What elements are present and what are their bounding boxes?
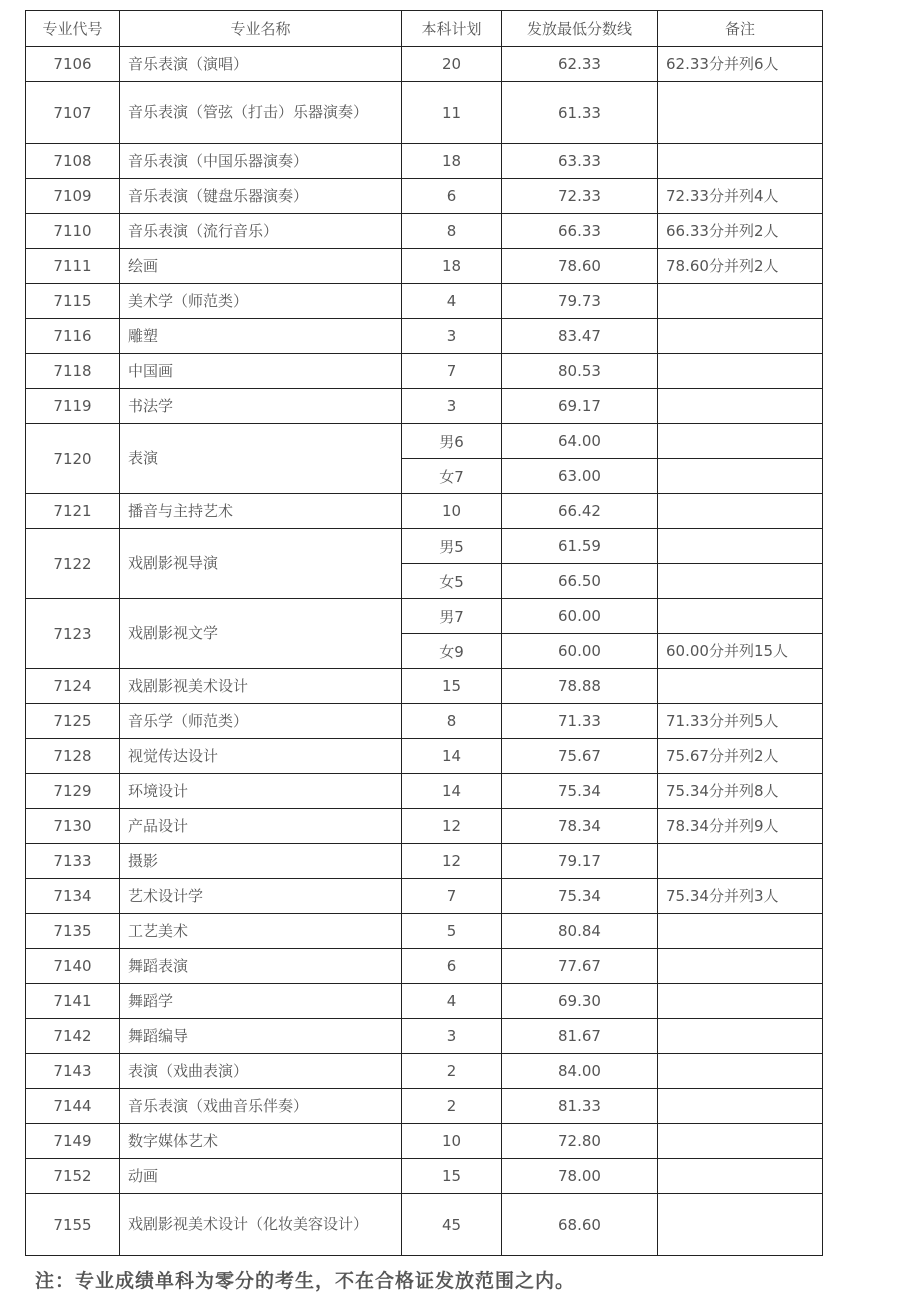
plan-cell: 7 (402, 879, 502, 914)
plan-cell: 2 (402, 1054, 502, 1089)
table-row (26, 144, 823, 179)
min-score-cell: 75.34 (502, 879, 658, 914)
remark-cell (658, 82, 823, 144)
major-name-cell: 音乐表演（键盘乐器演奏） (120, 179, 402, 214)
major-name-cell: 戏剧影视导演 (120, 529, 402, 599)
remark-cell (658, 1159, 823, 1194)
min-score-cell: 63.33 (502, 144, 658, 179)
admission-score-table (25, 10, 823, 1256)
major-name-cell: 音乐表演（流行音乐） (120, 214, 402, 249)
table-row (26, 774, 823, 809)
plan-cell: 3 (402, 319, 502, 354)
plan-cell: 男5 (402, 529, 502, 564)
table-row (26, 599, 823, 634)
major-name-cell: 数字媒体艺术 (120, 1124, 402, 1159)
major-code-cell: 7116 (26, 319, 120, 354)
plan-cell: 15 (402, 669, 502, 704)
remark-cell (658, 1194, 823, 1256)
min-score-cell: 69.17 (502, 389, 658, 424)
min-score-cell: 81.33 (502, 1089, 658, 1124)
min-score-cell: 75.34 (502, 774, 658, 809)
plan-cell: 2 (402, 1089, 502, 1124)
plan-cell: 10 (402, 494, 502, 529)
major-code-cell: 7107 (26, 82, 120, 144)
min-score-cell: 84.00 (502, 1054, 658, 1089)
table-row (26, 739, 823, 774)
major-name-cell: 产品设计 (120, 809, 402, 844)
major-code-cell: 7141 (26, 984, 120, 1019)
min-score-cell: 68.60 (502, 1194, 658, 1256)
major-code-cell: 7129 (26, 774, 120, 809)
table-header-row (26, 11, 823, 47)
plan-cell: 18 (402, 249, 502, 284)
remark-cell: 66.33分并列2人 (658, 214, 823, 249)
remark-cell (658, 1089, 823, 1124)
remark-cell (658, 389, 823, 424)
table-row (26, 249, 823, 284)
remark-cell: 78.60分并列2人 (658, 249, 823, 284)
major-name-cell: 中国画 (120, 354, 402, 389)
table-row (26, 669, 823, 704)
major-code-cell: 7140 (26, 949, 120, 984)
major-code-cell: 7155 (26, 1194, 120, 1256)
major-code-cell: 7120 (26, 424, 120, 494)
min-score-cell: 62.33 (502, 47, 658, 82)
major-code-cell: 7135 (26, 914, 120, 949)
table-row (26, 214, 823, 249)
remark-cell: 72.33分并列4人 (658, 179, 823, 214)
plan-cell: 女5 (402, 564, 502, 599)
table-row (26, 179, 823, 214)
major-code-cell: 7142 (26, 1019, 120, 1054)
min-score-cell: 77.67 (502, 949, 658, 984)
min-score-cell: 79.17 (502, 844, 658, 879)
remark-cell: 75.34分并列3人 (658, 879, 823, 914)
major-code-cell: 7115 (26, 284, 120, 319)
header-plan: 本科计划 (402, 11, 502, 47)
min-score-cell: 63.00 (502, 459, 658, 494)
table-row (26, 494, 823, 529)
table-row (26, 1019, 823, 1054)
plan-cell: 11 (402, 82, 502, 144)
major-name-cell: 环境设计 (120, 774, 402, 809)
major-name-cell: 音乐表演（管弦（打击）乐器演奏） (120, 82, 402, 144)
major-code-cell: 7133 (26, 844, 120, 879)
major-code-cell: 7125 (26, 704, 120, 739)
remark-cell (658, 1019, 823, 1054)
major-name-cell: 美术学（师范类） (120, 284, 402, 319)
plan-cell: 45 (402, 1194, 502, 1256)
plan-cell: 7 (402, 354, 502, 389)
plan-cell: 男6 (402, 424, 502, 459)
min-score-cell: 81.67 (502, 1019, 658, 1054)
min-score-cell: 75.67 (502, 739, 658, 774)
min-score-cell: 78.88 (502, 669, 658, 704)
remark-cell (658, 319, 823, 354)
header-remark: 备注 (658, 11, 823, 47)
table-body (26, 47, 823, 1256)
major-code-cell: 7149 (26, 1124, 120, 1159)
min-score-cell: 69.30 (502, 984, 658, 1019)
plan-cell: 4 (402, 284, 502, 319)
table-row (26, 809, 823, 844)
major-code-cell: 7152 (26, 1159, 120, 1194)
table-row (26, 354, 823, 389)
major-code-cell: 7143 (26, 1054, 120, 1089)
major-name-cell: 舞蹈编导 (120, 1019, 402, 1054)
table-row (26, 1089, 823, 1124)
remark-cell (658, 354, 823, 389)
min-score-cell: 61.33 (502, 82, 658, 144)
remark-cell (658, 914, 823, 949)
plan-cell: 3 (402, 1019, 502, 1054)
remark-cell: 71.33分并列5人 (658, 704, 823, 739)
min-score-cell: 78.00 (502, 1159, 658, 1194)
major-code-cell: 7128 (26, 739, 120, 774)
major-name-cell: 戏剧影视美术设计 (120, 669, 402, 704)
remark-cell: 62.33分并列6人 (658, 47, 823, 82)
table-row (26, 914, 823, 949)
major-code-cell: 7121 (26, 494, 120, 529)
table-row (26, 984, 823, 1019)
plan-cell: 女7 (402, 459, 502, 494)
table-row (26, 529, 823, 564)
table-row (26, 1054, 823, 1089)
major-name-cell: 雕塑 (120, 319, 402, 354)
table-row (26, 844, 823, 879)
table-row (26, 319, 823, 354)
plan-cell: 14 (402, 774, 502, 809)
remark-cell (658, 949, 823, 984)
table-row (26, 1159, 823, 1194)
table-row (26, 1194, 823, 1256)
plan-cell: 6 (402, 949, 502, 984)
plan-cell: 20 (402, 47, 502, 82)
major-name-cell: 书法学 (120, 389, 402, 424)
table-row (26, 1124, 823, 1159)
remark-cell (658, 1054, 823, 1089)
plan-cell: 10 (402, 1124, 502, 1159)
plan-cell: 15 (402, 1159, 502, 1194)
major-name-cell: 摄影 (120, 844, 402, 879)
major-code-cell: 7124 (26, 669, 120, 704)
remark-cell (658, 669, 823, 704)
remark-cell (658, 844, 823, 879)
remark-cell (658, 144, 823, 179)
plan-cell: 5 (402, 914, 502, 949)
major-name-cell: 播音与主持艺术 (120, 494, 402, 529)
table-row (26, 704, 823, 739)
remark-cell (658, 459, 823, 494)
major-code-cell: 7109 (26, 179, 120, 214)
table-row (26, 389, 823, 424)
plan-cell: 8 (402, 214, 502, 249)
plan-cell: 男7 (402, 599, 502, 634)
min-score-cell: 72.80 (502, 1124, 658, 1159)
major-name-cell: 绘画 (120, 249, 402, 284)
major-name-cell: 动画 (120, 1159, 402, 1194)
major-code-cell: 7123 (26, 599, 120, 669)
header-code: 专业代号 (26, 11, 120, 47)
major-code-cell: 7144 (26, 1089, 120, 1124)
plan-cell: 女9 (402, 634, 502, 669)
remark-cell (658, 1124, 823, 1159)
min-score-cell: 80.84 (502, 914, 658, 949)
major-name-cell: 音乐表演（戏曲音乐伴奏） (120, 1089, 402, 1124)
plan-cell: 4 (402, 984, 502, 1019)
major-code-cell: 7106 (26, 47, 120, 82)
major-code-cell: 7118 (26, 354, 120, 389)
major-name-cell: 艺术设计学 (120, 879, 402, 914)
major-name-cell: 戏剧影视美术设计（化妆美容设计） (120, 1194, 402, 1256)
major-code-cell: 7134 (26, 879, 120, 914)
min-score-cell: 61.59 (502, 529, 658, 564)
major-code-cell: 7110 (26, 214, 120, 249)
remark-cell: 60.00分并列15人 (658, 634, 823, 669)
remark-cell (658, 984, 823, 1019)
remark-cell (658, 494, 823, 529)
remark-cell (658, 599, 823, 634)
plan-cell: 14 (402, 739, 502, 774)
major-name-cell: 音乐学（师范类） (120, 704, 402, 739)
header-name: 专业名称 (120, 11, 402, 47)
remark-cell: 75.67分并列2人 (658, 739, 823, 774)
table-row (26, 949, 823, 984)
remark-cell: 78.34分并列9人 (658, 809, 823, 844)
plan-cell: 18 (402, 144, 502, 179)
table-row (26, 424, 823, 459)
min-score-cell: 66.33 (502, 214, 658, 249)
plan-cell: 12 (402, 809, 502, 844)
remark-cell (658, 529, 823, 564)
major-name-cell: 舞蹈表演 (120, 949, 402, 984)
major-name-cell: 工艺美术 (120, 914, 402, 949)
min-score-cell: 72.33 (502, 179, 658, 214)
min-score-cell: 66.42 (502, 494, 658, 529)
min-score-cell: 80.53 (502, 354, 658, 389)
remark-cell: 75.34分并列8人 (658, 774, 823, 809)
major-name-cell: 表演（戏曲表演） (120, 1054, 402, 1089)
min-score-cell: 78.34 (502, 809, 658, 844)
table-row (26, 284, 823, 319)
major-code-cell: 7130 (26, 809, 120, 844)
header-score: 发放最低分数线 (502, 11, 658, 47)
remark-cell (658, 284, 823, 319)
major-name-cell: 视觉传达设计 (120, 739, 402, 774)
remark-cell (658, 564, 823, 599)
table-row (26, 879, 823, 914)
plan-cell: 3 (402, 389, 502, 424)
plan-cell: 6 (402, 179, 502, 214)
min-score-cell: 60.00 (502, 634, 658, 669)
plan-cell: 8 (402, 704, 502, 739)
major-code-cell: 7111 (26, 249, 120, 284)
table-row (26, 82, 823, 144)
min-score-cell: 78.60 (502, 249, 658, 284)
major-name-cell: 戏剧影视文学 (120, 599, 402, 669)
major-name-cell: 音乐表演（中国乐器演奏） (120, 144, 402, 179)
plan-cell: 12 (402, 844, 502, 879)
remark-cell (658, 424, 823, 459)
min-score-cell: 64.00 (502, 424, 658, 459)
table-row (26, 47, 823, 82)
major-code-cell: 7119 (26, 389, 120, 424)
major-name-cell: 表演 (120, 424, 402, 494)
major-code-cell: 7108 (26, 144, 120, 179)
major-name-cell: 舞蹈学 (120, 984, 402, 1019)
major-name-cell: 音乐表演（演唱） (120, 47, 402, 82)
min-score-cell: 79.73 (502, 284, 658, 319)
footnote: 注：专业成绩单科为零分的考生，不在合格证发放范围之内。 (35, 1270, 576, 1292)
major-code-cell: 7122 (26, 529, 120, 599)
min-score-cell: 66.50 (502, 564, 658, 599)
min-score-cell: 71.33 (502, 704, 658, 739)
min-score-cell: 83.47 (502, 319, 658, 354)
admission-score-table-container (25, 10, 823, 1256)
min-score-cell: 60.00 (502, 599, 658, 634)
